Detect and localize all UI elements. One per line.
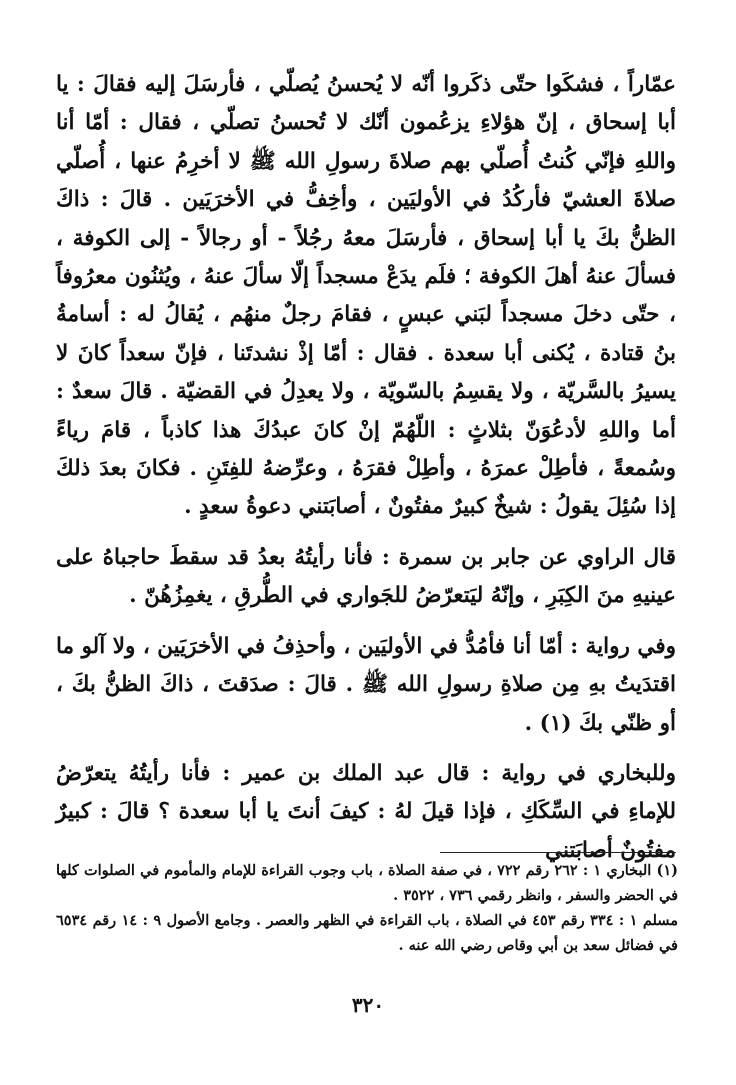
footnote: (١) البخاري ١ : ٢٦٢ رقم ٧٢٢ ، في صفة الصلاة ، باب وجوب القراءة للإمام والمأموم في الصلوات كلها في الحضر والسفر ، وانظر رقمي ٧٣٦ ، ٣٥٢٢ . bbox=[56, 862, 678, 904]
footnote: مسلم ١ : ٣٣٤ رقم ٤٥٣ في الصلاة ، باب القراءة في الظهر والعصر . وجامع الأصول ٩ : ١٤ رقم ٦٥٣٤ في فضائل سعد بن أبي وقاص رضي الله عنه . bbox=[56, 912, 679, 954]
footnotes bbox=[56, 858, 678, 958]
paragraph: قال الراوي عن جابر بن سمرة : فأنا رأيتُهُ بعدُ قد سقطَ حاجباهُ على عينيهِ منَ الكِبَرِ ، وإنّهُ ليَتعرّضُ للجَواري في الطُّرقِ ، يغمِزُهُنّ . bbox=[56, 544, 676, 609]
footnote-divider bbox=[440, 852, 676, 853]
paragraph: وللبخاري في رواية : قال عبد الملك بن عمير : فأنا رأيتُهُ يتعرّضُ للإماءِ في السِّكَكِ ، فإذا قيلَ لهُ : كيفَ أنتَ يا أبا سعدة ؟ قالَ : كبيرٌ مفتُونٌ أصابَتني bbox=[56, 760, 676, 863]
main-text bbox=[56, 66, 676, 870]
paragraph: وفي رواية : أمّا أنا فأمُدُّ في الأوليَين ، وأحذِفُ في الأخرَيَين ، ولا آلو ما اقتدَيتُ بهِ مِن صلاةِ رسولِ الله ﷺ . قالَ : صدَقتَ ، ذاكَ الظنُّ بكَ ، أو ظنّي بكَ (١) . bbox=[56, 633, 676, 736]
page-number: ٣٢٠ bbox=[351, 993, 385, 1017]
paragraph: عمّاراً ، فشكَوا حتّى ذكَروا أنّه لا يُحسنُ يُصلّي ، فأرسَلَ إليه فقالَ : يا أبا إسحاق ، إنّ هؤلاءِ يزعُمون أنّك لا تُحسنُ تصلّي ، فقال : أمّا أنا واللهِ فإنّي كُنتُ أُصلّي بهم صلاةَ رسولِ الله ﷺ لا أخرِمُ عنها ، أُصلّي صلاةَ العشيّ فأركُدُ في الأوليَين ، وأخِفُّ في الأخرَيَين . قالَ : ذاكَ الظنُّ بكَ يا أبا إسحاق ، فأرسَلَ معهُ رجُلاً - أو رجالاً - إلى الكوفة ، فسألَ عنهُ أهلَ الكوفة ؛ فلَم يدَعْ مسجداً إلّا سألَ عنهُ ، ويُثنُون معرُوفاً ، حتّى دخلَ مسجداً لبَني عبسٍ ، فقامَ رجلٌ منهُم ، يُقالُ له : أسامةُ بنُ قتادة ، يُكنى أبا سعدة . فقال : أمّا إذْ نشدتَنا ، فإنّ سعداً كانَ لا يسيرُ بالسَّريّة ، ولا يقسِمُ بالسّويّة ، ولا يعدِلُ في القضيّة . قالَ سعدٌ : أما واللهِ لأدعُوَنّ بثلاثٍ : اللّهُمّ إنْ كانَ عبدُكَ هذا كاذباً ، قامَ رياءً وسُمعةً ، فأطِلْ عمرَهُ ، وأطِلْ فقرَهُ ، وعرِّضهُ للفِتَنِ . فكانَ بعدَ ذلكَ إذا سُئِلَ يقولُ : شيخٌ كبيرٌ مفتُونٌ ، أصابَتني دعوةُ سعدٍ . bbox=[56, 72, 676, 520]
